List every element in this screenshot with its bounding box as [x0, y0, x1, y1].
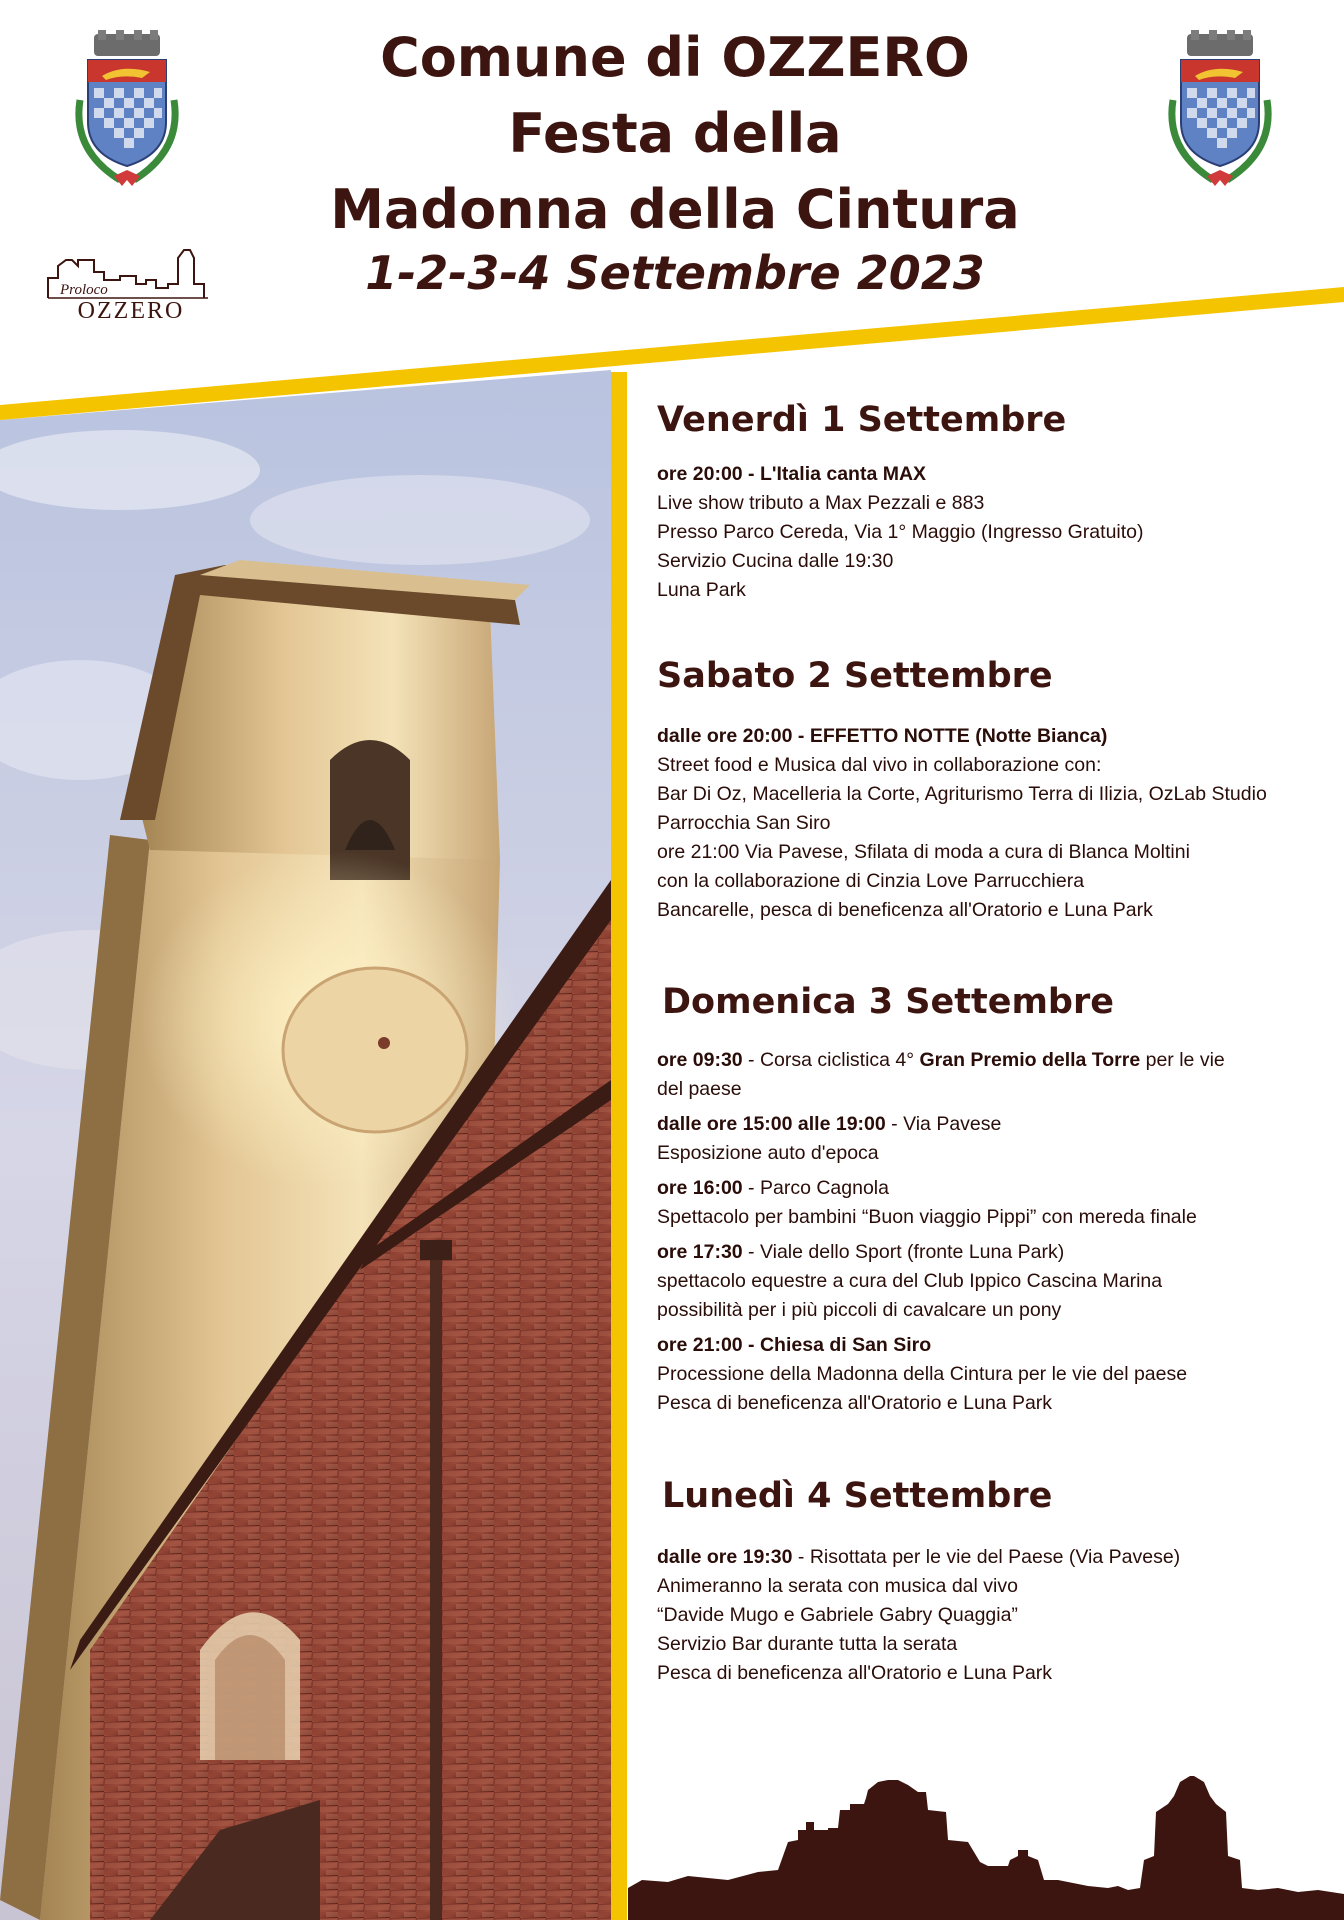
event-line: Esposizione auto d'epoca [657, 1142, 879, 1164]
skyline-icon [628, 1730, 1344, 1920]
crest-icon [72, 30, 182, 190]
event-line: Parrocchia San Siro [657, 812, 831, 834]
event-line: ore 21:00 Via Pavese, Sfilata di moda a cura di Blanca Moltini [657, 841, 1190, 863]
proloco-label: Proloco [60, 282, 108, 298]
event-line: Servizio Bar durante tutta la serata [657, 1633, 958, 1655]
event-line: dalle ore 15:00 alle 19:00 - Via Pavese [657, 1113, 1002, 1135]
day-heading-monday: Lunedì 4 Settembre [662, 1476, 1053, 1516]
monday-schedule [657, 1543, 1317, 1688]
event-line: Presso Parco Cereda, Via 1° Maggio (Ingresso Gratuito) [657, 521, 1144, 543]
event-line: ore 17:30 - Viale dello Sport (fronte Luna Park) [657, 1241, 1065, 1263]
event-line: Spettacolo per bambini “Buon viaggio Pippi” con mereda finale [657, 1206, 1197, 1228]
event-line: Luna Park [657, 579, 746, 601]
saturday-schedule [657, 722, 1317, 925]
proloco-name: OZZERO [77, 298, 185, 324]
festival-title-line2: Madonna della Cintura [330, 178, 1020, 241]
event-line: dalle ore 20:00 - EFFETTO NOTTE (Notte Bianca) [657, 725, 1108, 747]
crest-icon [1165, 30, 1275, 190]
festival-title-line1: Festa della [508, 102, 842, 165]
festival-dates: 1-2-3-4 Settembre 2023 [365, 246, 985, 300]
day-heading-saturday: Sabato 2 Settembre [657, 656, 1053, 696]
event-line: Pesca di beneficenza all'Oratorio e Luna Park [657, 1392, 1053, 1414]
event-line: Servizio Cucina dalle 19:30 [657, 550, 894, 572]
event-line: Bar Di Oz, Macelleria la Corte, Agriturismo Terra di Ilizia, OzLab Studio [657, 783, 1267, 805]
day-heading-friday: Venerdì 1 Settembre [657, 400, 1067, 440]
municipality-title: Comune di OZZERO [380, 26, 970, 89]
event-line: ore 21:00 - Chiesa di San Siro [657, 1334, 932, 1356]
event-line: del paese [657, 1078, 742, 1100]
day-heading-sunday: Domenica 3 Settembre [662, 982, 1114, 1022]
event-line: ore 16:00 - Parco Cagnola [657, 1177, 889, 1199]
event-line: con la collaborazione di Cinzia Love Parrucchiera [657, 870, 1085, 892]
event-line: Street food e Musica dal vivo in collaborazione con: [657, 754, 1102, 776]
sunday-schedule [657, 1046, 1317, 1418]
event-line: ore 09:30 - Corsa ciclistica 4° Gran Premio della Torre per le vie [657, 1049, 1225, 1071]
event-line: Processione della Madonna della Cintura per le vie del paese [657, 1363, 1188, 1385]
event-line: Live show tributo a Max Pezzali e 883 [657, 492, 985, 514]
event-line: “Davide Mugo e Gabriele Gabry Quaggia” [657, 1604, 1018, 1626]
event-line: possibilità per i più piccoli di cavalcare un pony [657, 1299, 1062, 1321]
event-line: Animeranno la serata con musica dal vivo [657, 1575, 1018, 1597]
event-line: Pesca di beneficenza all'Oratorio e Luna Park [657, 1662, 1053, 1684]
event-line: ore 20:00 - L'Italia canta MAX [657, 463, 927, 485]
event-line: spettacolo equestre a cura del Club Ippico Cascina Marina [657, 1270, 1163, 1292]
event-line: dalle ore 19:30 - Risottata per le vie del Paese (Via Pavese) [657, 1546, 1181, 1568]
event-line: Bancarelle, pesca di beneficenza all'Oratorio e Luna Park [657, 899, 1153, 921]
friday-schedule [657, 460, 1317, 605]
